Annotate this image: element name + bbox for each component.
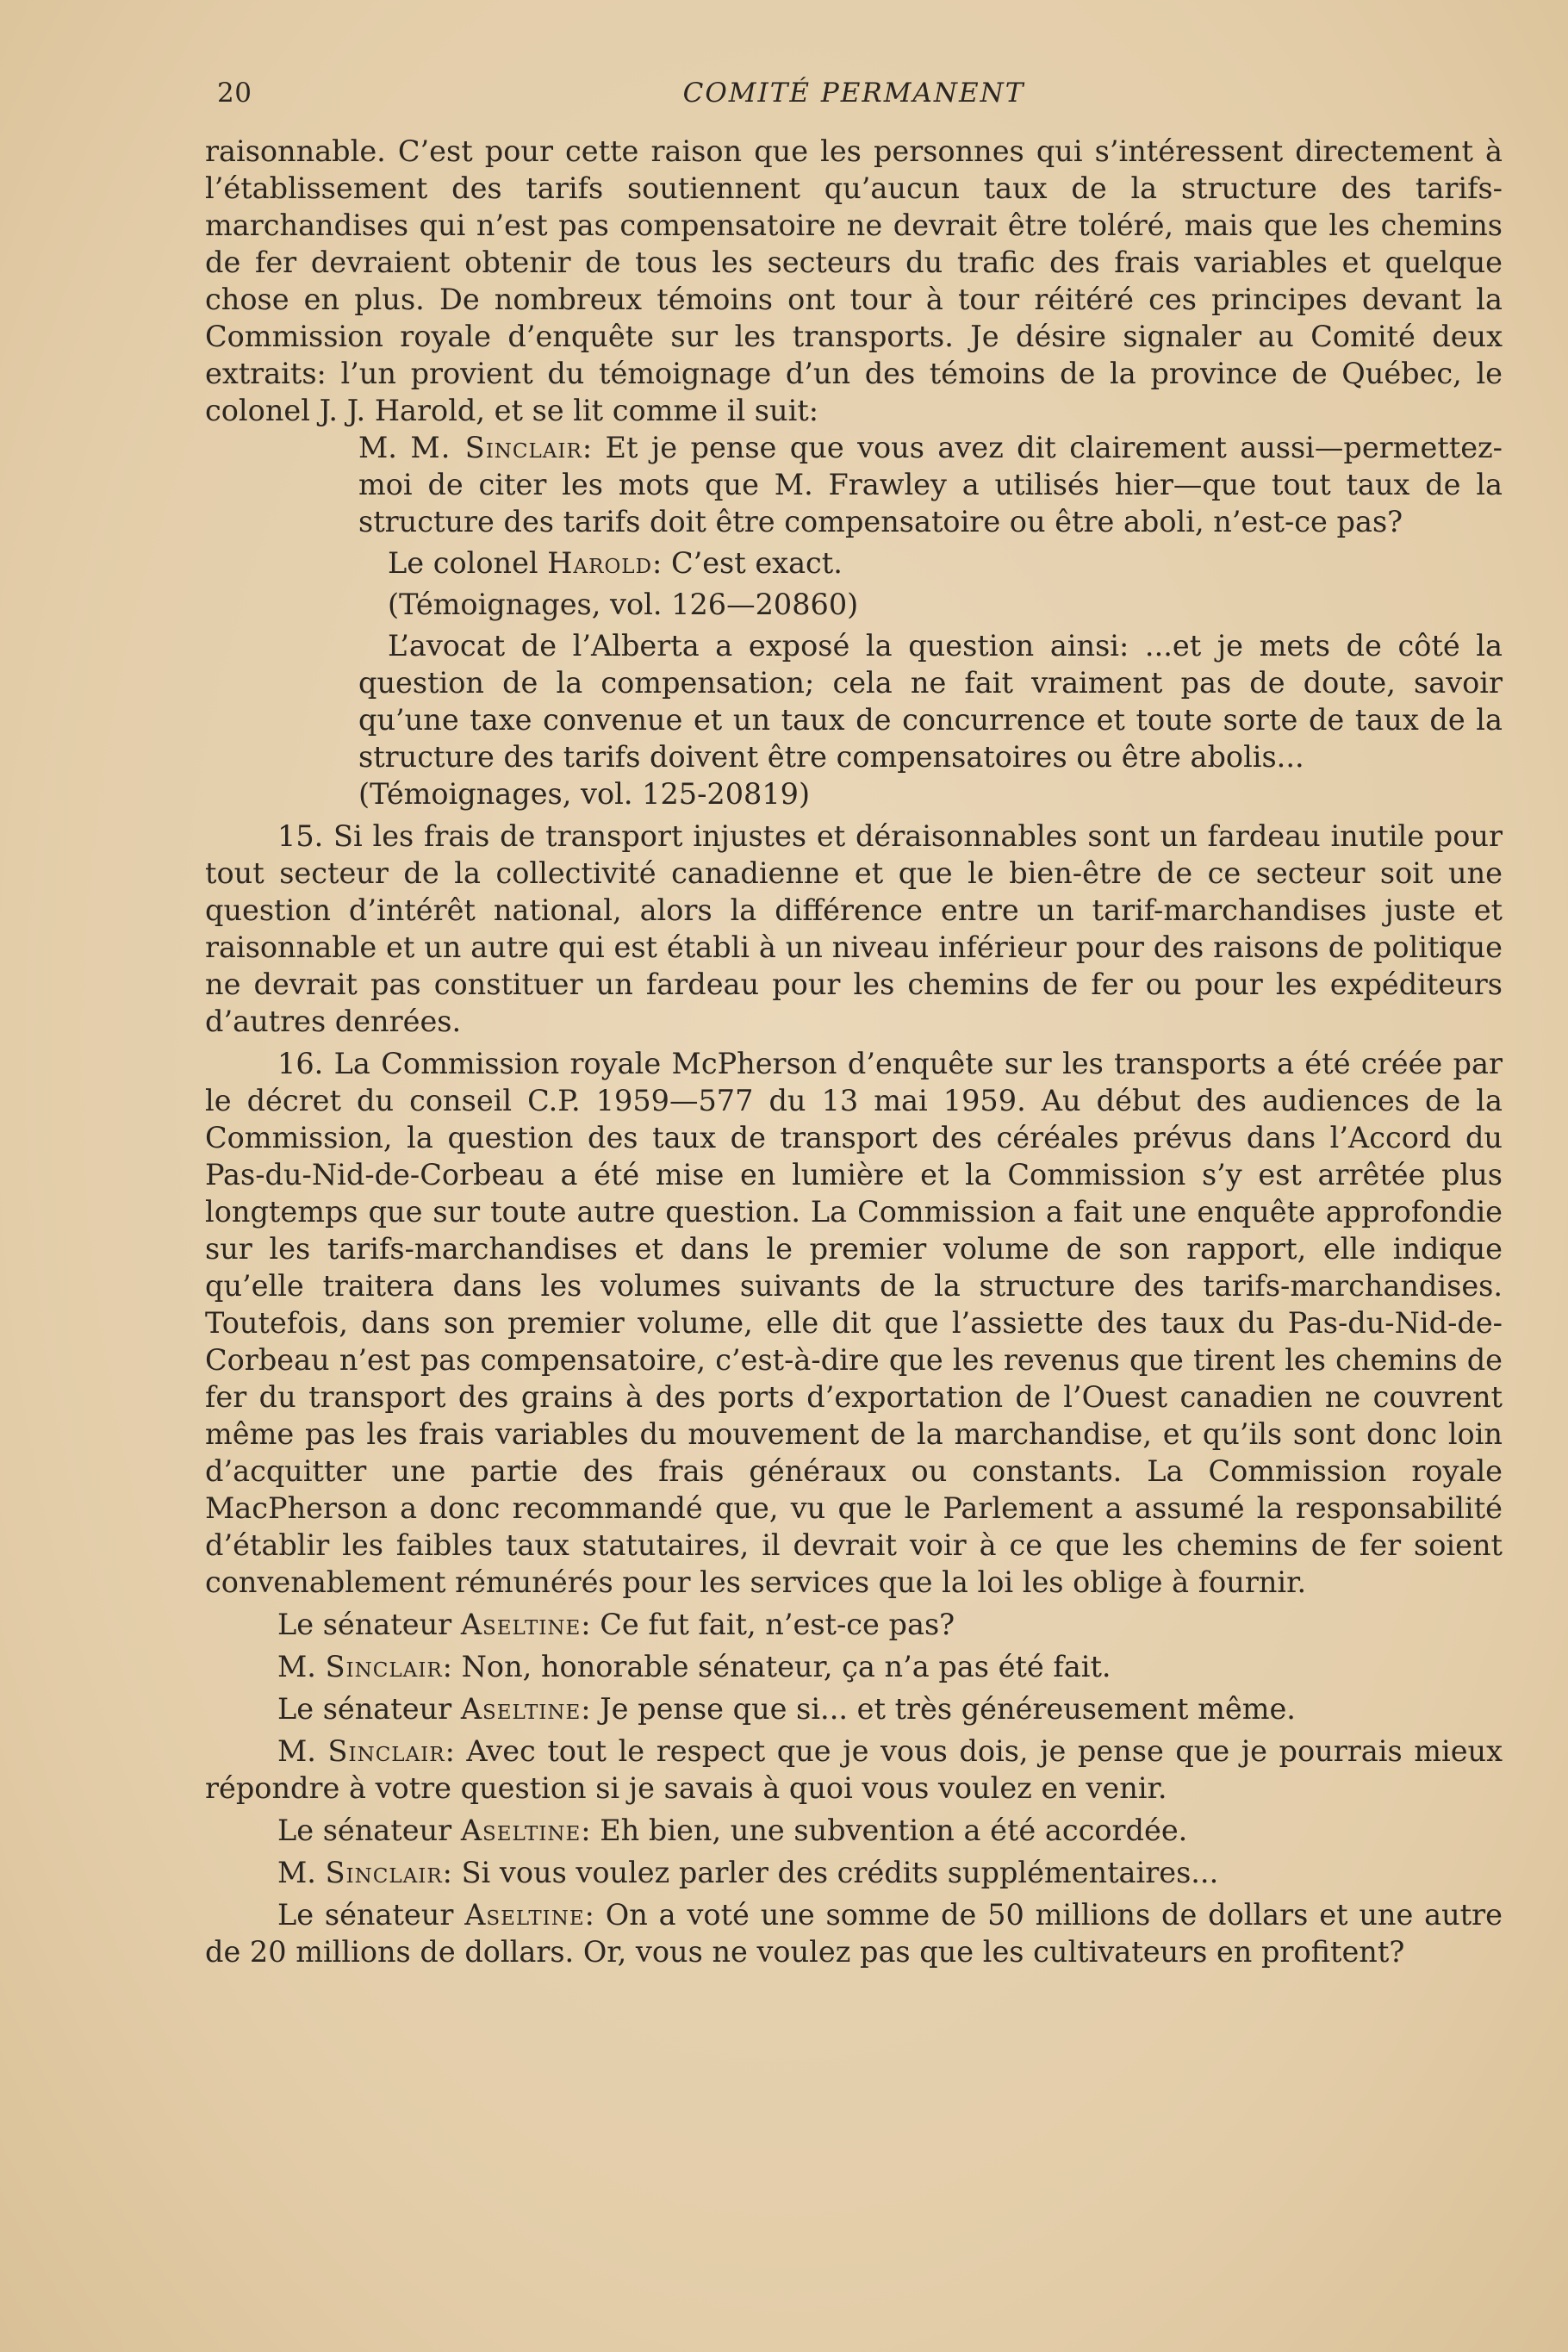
paragraph-15: 15. Si les frais de transport injustes et déraisonnables sont un fardeau inutile pour tout secteur de la collectivité canadienne et que le bien-être de ce secteur soit une question d’intérêt national, alors la différence entre un tarif-marchandises juste et raisonnable et un autre qui est établi à un niveau inférieur pour des raisons de politique ne devrait pas constituer un fardeau pour les chemins de fer ou pour les expéditeurs d’autres denrées. bbox=[205, 819, 1503, 1038]
speaker-name: Aseltine bbox=[460, 1608, 582, 1641]
page-number: 20 bbox=[217, 78, 252, 109]
quotation-block bbox=[358, 429, 1503, 812]
quote-harold bbox=[358, 544, 1503, 582]
dialogue-line bbox=[205, 1690, 1503, 1727]
speaker-prefix: M. bbox=[277, 1734, 328, 1768]
dialogue-text: : Non, honorable sénateur, ça n’a pas été fait. bbox=[442, 1650, 1111, 1683]
speaker-prefix: Le colonel bbox=[388, 546, 548, 580]
dialogue-line bbox=[205, 1812, 1503, 1849]
quote-sinclair: M. M. Sinclair: Et je pense que vous avez dit clairement aussi—permettez-moi de citer les mots que M. Frawley a utilisés hier—que tout taux de la structure des tarifs doit être compensatoire ou être aboli, n’est-ce pas? bbox=[358, 431, 1503, 538]
speaker-name: Aseltine bbox=[460, 1692, 582, 1726]
dialogue-text: : Avec tout le respect que je vous dois, je pense que je pourrais mieux répondre à votre question si je savais à quoi vous voulez en venir. bbox=[205, 1734, 1503, 1805]
page-header bbox=[205, 74, 1503, 122]
document-page bbox=[205, 74, 1503, 1970]
speaker-name: Sinclair bbox=[325, 1650, 443, 1683]
quote-text: : Et je pense que vous avez dit clairement aussi—permettez-moi de citer les mots que M. Frawley a utilisés hier—que tout taux de la structure des tarifs doit être compensatoire ou être aboli, n’est-ce pas? bbox=[358, 431, 1503, 538]
dialogue-text: : Ce fut fait, n’est-ce pas? bbox=[581, 1608, 955, 1641]
dialogue-text: : Si vous voulez parler des crédits supplémentaires... bbox=[442, 1856, 1219, 1889]
speaker-prefix: M. bbox=[277, 1650, 326, 1683]
dialogue-line bbox=[205, 1896, 1503, 1970]
speaker-prefix: Le sénateur bbox=[277, 1608, 461, 1641]
speaker-name: Sinclair bbox=[325, 1856, 443, 1889]
citation-reference: (Témoignages, vol. 126—20860) bbox=[388, 588, 859, 621]
speaker-name: Aseltine bbox=[460, 1814, 582, 1847]
dialogue-line bbox=[205, 1854, 1503, 1891]
running-title: COMITÉ PERMANENT bbox=[682, 78, 1025, 109]
dialogue-line bbox=[205, 1648, 1503, 1685]
speaker-name: Harold bbox=[547, 546, 653, 580]
speaker-prefix: Le sénateur bbox=[277, 1814, 461, 1847]
dialogue-line bbox=[205, 1733, 1503, 1807]
citation-reference: (Témoignages, vol. 125-20819) bbox=[358, 777, 811, 811]
speaker-prefix: Le sénateur bbox=[277, 1692, 461, 1726]
dialogue-text: : Eh bien, une subvention a été accordée. bbox=[581, 1814, 1188, 1847]
speaker-name: Sinclair bbox=[327, 1734, 445, 1768]
paragraph-continuation: raisonnable. C’est pour cette raison que les personnes qui s’intéressent directement à l’établissement des tarifs soutiennent qu’aucun taux de la structure des tarifs-marchandises qui n’est pas compensatoire ne devrait être toléré, mais que les chemins de fer devraient obtenir de tous les secteurs du trafic des frais variables et quelque chose en plus. De nombreux témoins ont tour à tour réitéré ces principes devant la Commission royale d’enquête sur les transports. Je désire signaler au Comité deux extraits: l’un provient du témoignage d’un des témoins de la province de Québec, le colonel J. J. Harold, et se lit comme il suit: bbox=[205, 134, 1503, 427]
paragraph-16: 16. La Commission royale McPherson d’enquête sur les transports a été créée par le décret du conseil C.P. 1959—577 du 13 mai 1959. Au début des audiences de la Commission, la question des taux de transport des céréales prévus dans l’Accord du Pas-du-Nid-de-Corbeau a été mise en lumière et la Commission s’y est arrêtée plus longtemps que sur toute autre question. La Commission a fait une enquête approfondie sur les tarifs-marchandises et dans le premier volume de son rapport, elle indique qu’elle traitera dans les volumes suivants de la structure des tarifs-marchandises. Toutefois, dans son premier volume, elle dit que l’assiette des taux du Pas-du-Nid-de-Corbeau n’est pas compensatoire, c’est-à-dire que les revenus que tirent les chemins de fer du transport des grains à des ports d’exportation de l’Ouest canadien ne couvrent même pas les frais variables du mouvement de la marchandise, et qu’ils sont donc loin d’acquitter une partie des frais généraux ou constants. La Commission royale MacPherson a donc recommandé que, vu que le Parlement a assumé la responsabilité d’établir les faibles taux statutaires, il devrait voir à ce que les chemins de fer soient convenablement rémunérés pour les services que la loi les oblige à fournir. bbox=[205, 1047, 1503, 1599]
speaker-name: M. Sinclair bbox=[410, 431, 582, 464]
dialogue-text: : On a voté une somme de 50 millions de dollars et une autre de 20 millions de dollars. Or, vous ne voulez pas que les cultivateurs en profitent? bbox=[205, 1898, 1503, 1969]
body-text bbox=[205, 133, 1503, 1970]
quote-alberta: L’avocat de l’Alberta a exposé la question ainsi: ...et je mets de côté la question de la compensation; cela ne fait vraiment pas de doute, savoir qu’une taxe convenue et un taux de concurrence et toute sorte de taux de la structure des tarifs doivent être compensatoires ou être abolis... bbox=[358, 629, 1503, 774]
dialogue-line bbox=[205, 1606, 1503, 1643]
quote-text: : C’est exact. bbox=[652, 546, 843, 580]
speaker-prefix: Le sénateur bbox=[277, 1898, 465, 1932]
speaker-prefix: M. bbox=[277, 1856, 326, 1889]
speaker-name: Aseltine bbox=[464, 1898, 585, 1932]
dialogue-text: : Je pense que si... et très généreusement même. bbox=[581, 1692, 1296, 1726]
